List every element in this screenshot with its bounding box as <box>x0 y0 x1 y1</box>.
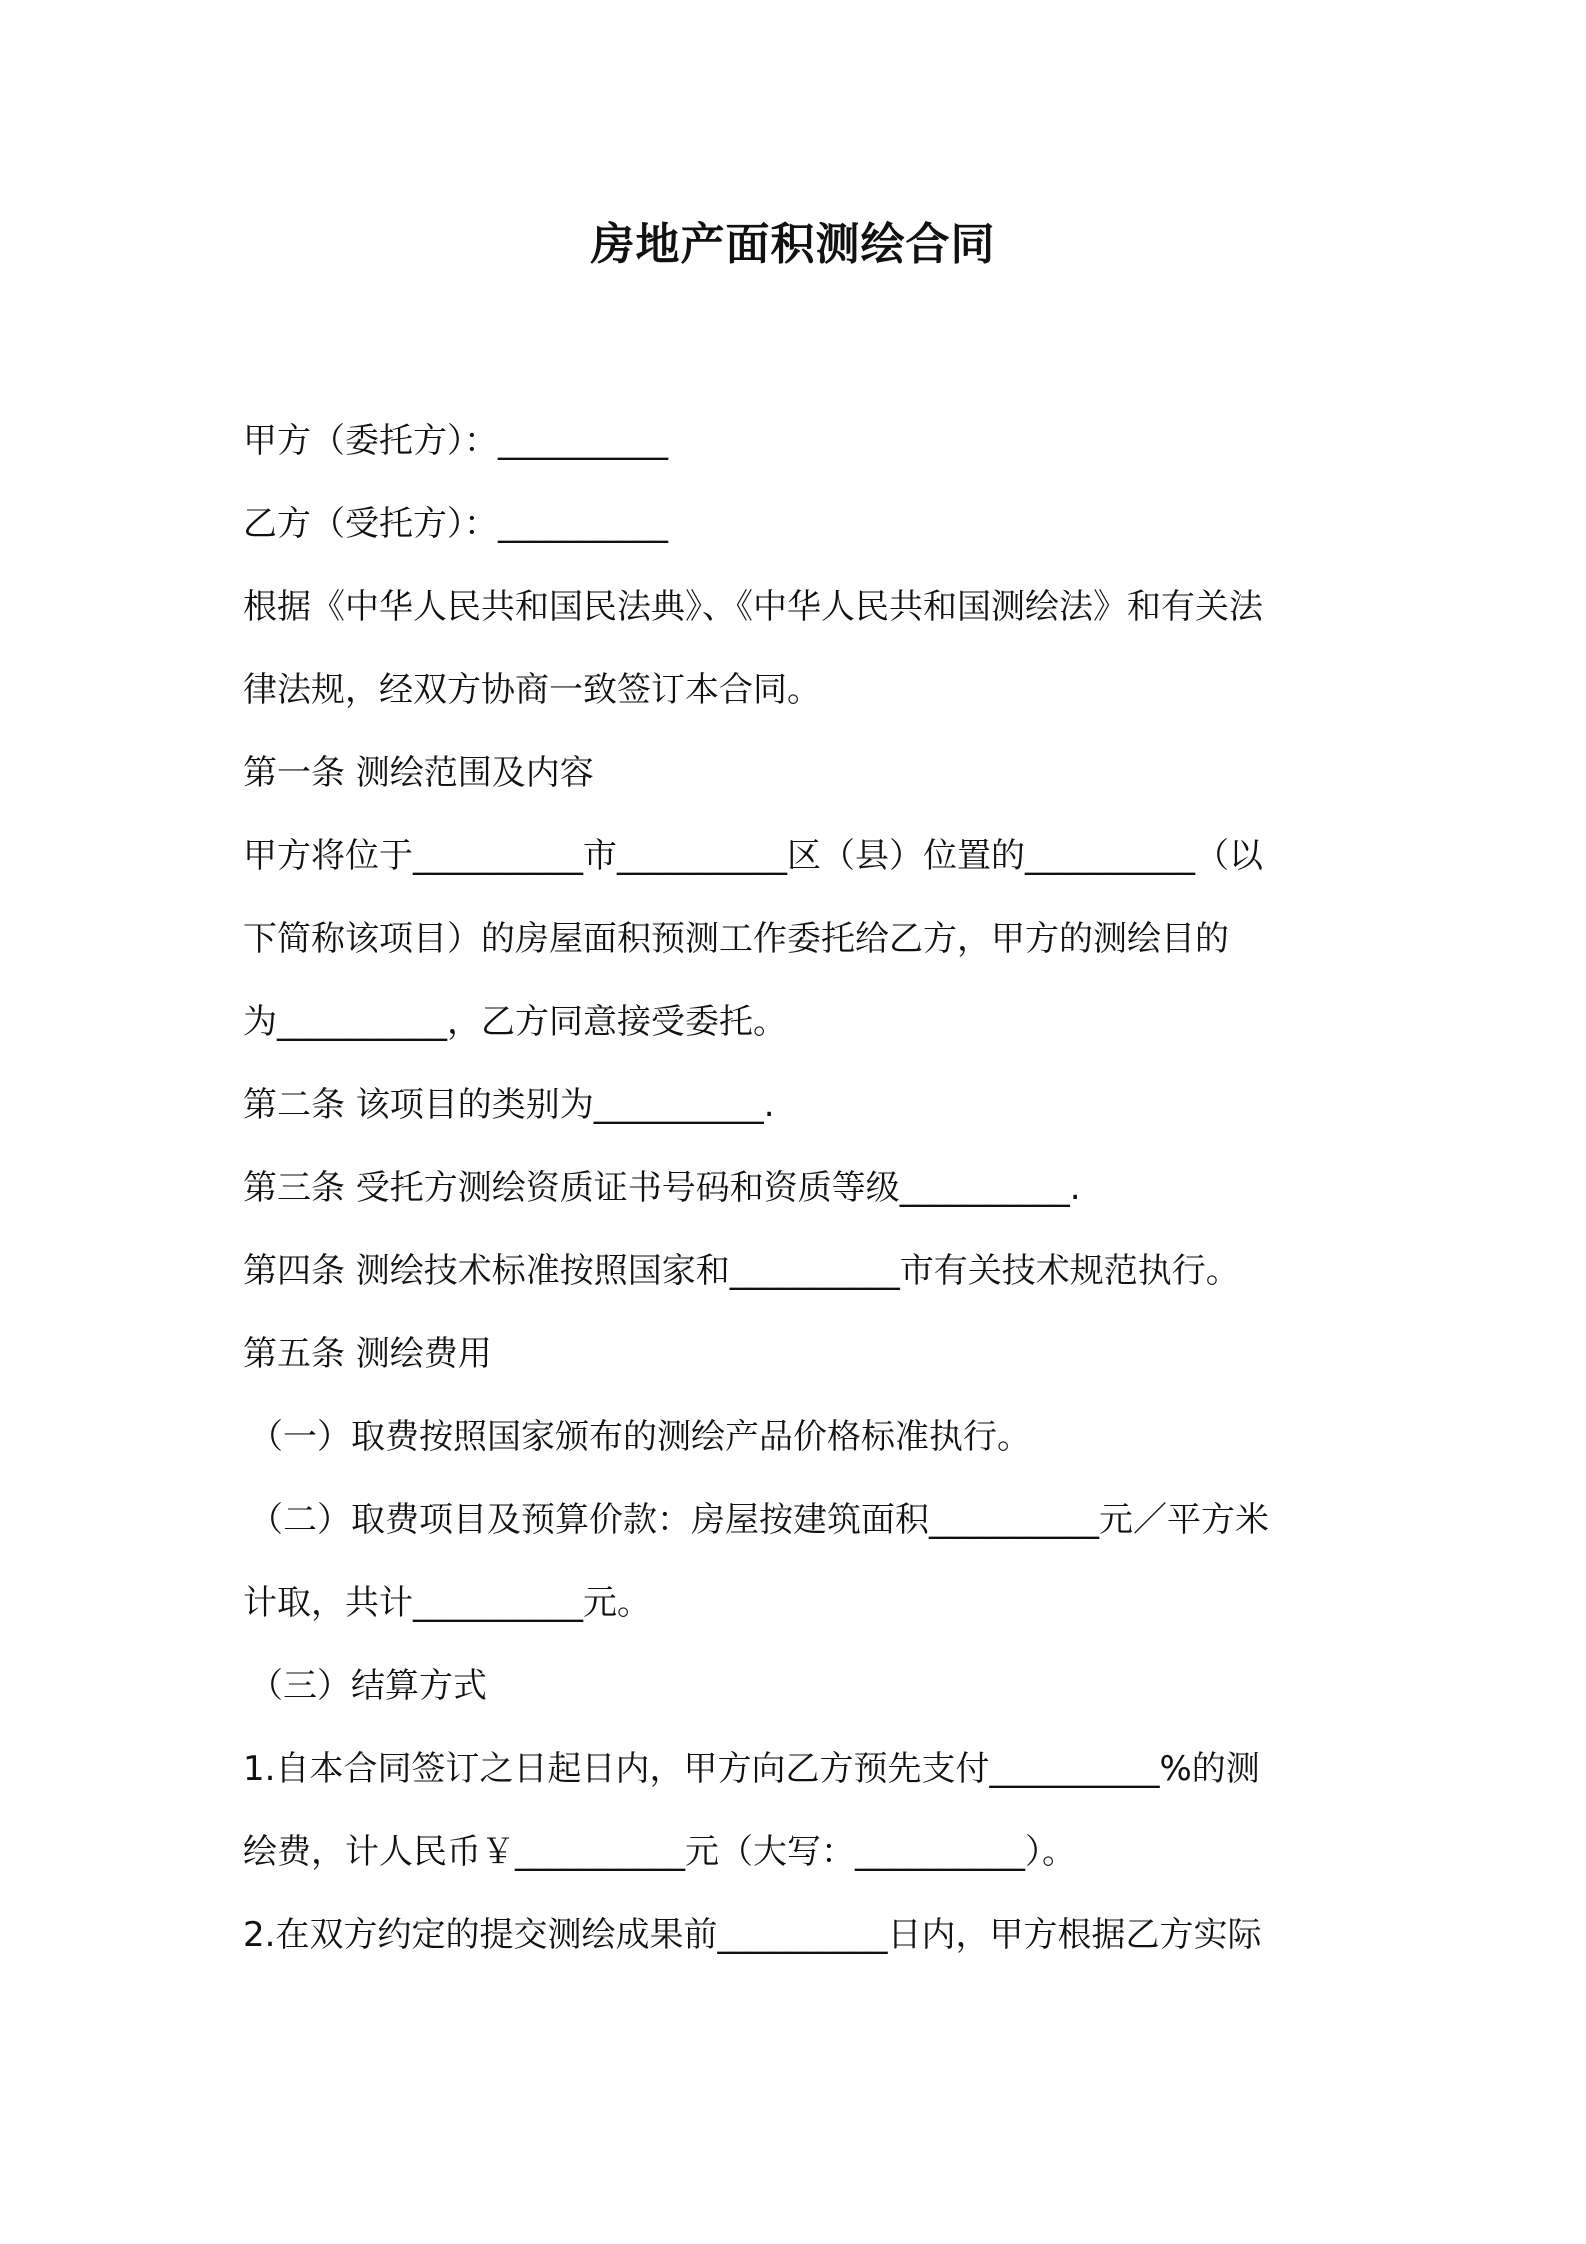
settlement-2-line-1: 2.在双方约定的提交测绘成果前__________日内，甲方根据乙方实际 <box>243 1915 1262 1955</box>
article-1-line-2: 下简称该项目）的房屋面积预测工作委托给乙方，甲方的测绘目的 <box>243 919 1229 959</box>
party-b-line: 乙方（受托方）：__________ <box>243 504 668 544</box>
article-5-item-2-line-2: 计取，共计__________元。 <box>243 1583 651 1623</box>
document-body <box>243 400 1353 1977</box>
settlement-1-line-2: 绘费，计人民币￥__________元（大写：__________）。 <box>243 1832 1076 1872</box>
party-a-line: 甲方（委托方）：__________ <box>243 421 668 461</box>
article-1-line-1: 甲方将位于__________市__________区（县）位置的__________（以 <box>243 836 1263 876</box>
article-4-line: 第四条 测绘技术标准按照国家和__________市有关技术规范执行。 <box>243 1251 1240 1291</box>
article-1-line-3: 为__________，乙方同意接受委托。 <box>243 1002 787 1042</box>
article-5-item-1: （一）取费按照国家颁布的测绘产品价格标准执行。 <box>249 1417 1031 1457</box>
document-title: 房地产面积测绘合同 <box>590 219 996 270</box>
article-5-item-3-heading: （三）结算方式 <box>249 1666 487 1706</box>
article-3-line: 第三条 受托方测绘资质证书号码和资质等级__________. <box>243 1168 1081 1208</box>
article-1-heading: 第一条 测绘范围及内容 <box>243 753 594 793</box>
article-2-line: 第二条 该项目的类别为__________. <box>243 1085 775 1125</box>
article-5-item-2-line-1: （二）取费项目及预算价款：房屋按建筑面积__________元／平方米 <box>249 1500 1269 1540</box>
settlement-1-line-1: 1.自本合同签订之日起日内，甲方向乙方预先支付__________%的测 <box>243 1749 1260 1789</box>
preamble-line-2: 律法规，经双方协商一致签订本合同。 <box>243 670 821 710</box>
article-5-heading: 第五条 测绘费用 <box>243 1334 492 1374</box>
preamble-line-1: 根据《中华人民共和国民法典》、《中华人民共和国测绘法》和有关法 <box>243 587 1263 627</box>
